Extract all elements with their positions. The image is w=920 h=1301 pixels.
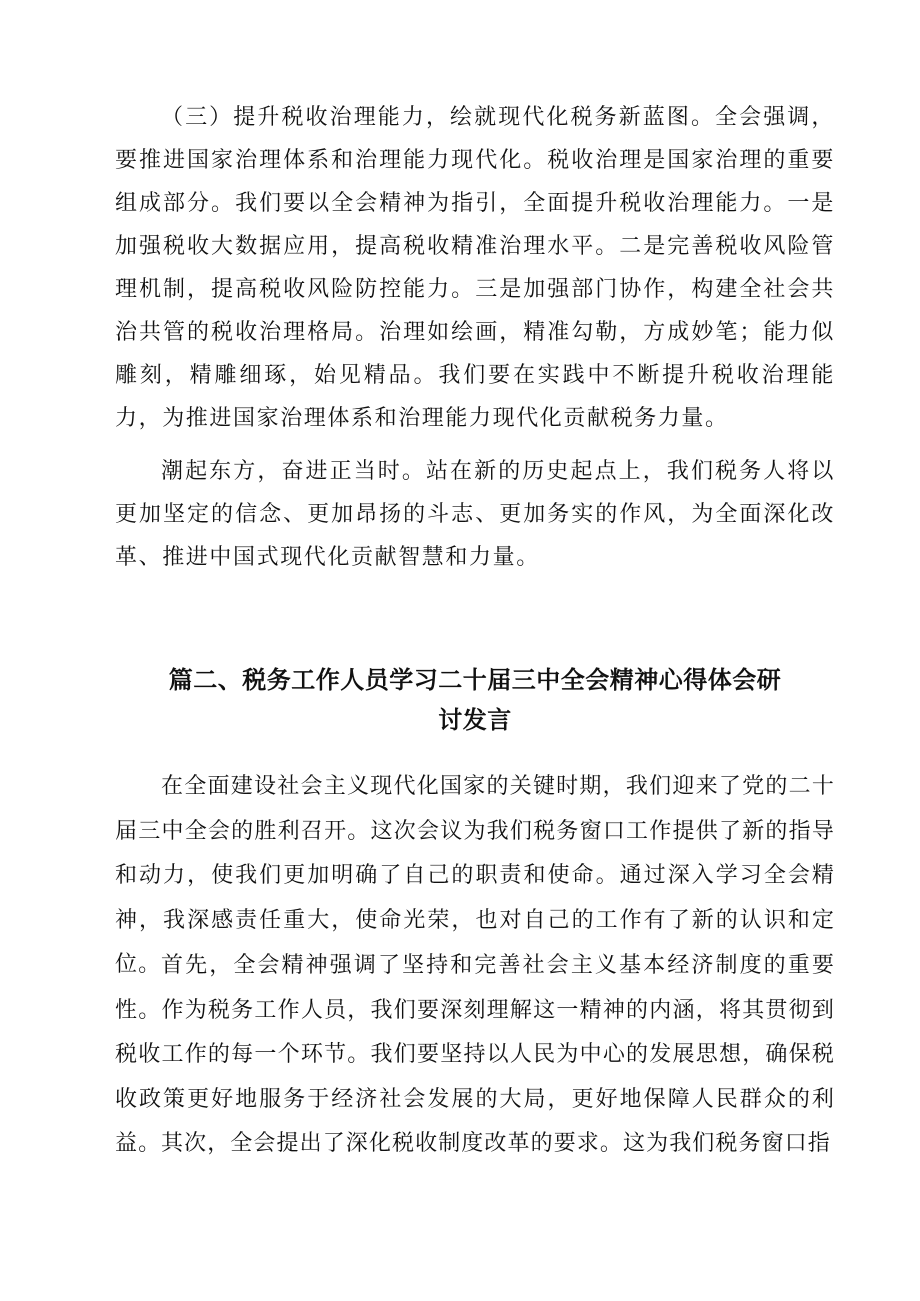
paragraph-conclusion: 潮起东方，奋进正当时。站在新的历史起点上，我们税务人将以更加坚定的信念、更加昂扬的斗志、更加务实的作风，为全面深化改革、推进中国式现代化贡献智慧和力量。 <box>115 459 835 570</box>
section-heading-line2: 讨发言 <box>438 706 512 734</box>
section-heading-line1: 篇二、税务工作人员学习二十届三中全会精神心得体会研 <box>168 666 782 694</box>
section-heading <box>115 660 835 740</box>
paragraph-tax-governance: （三）提升税收治理能力，绘就现代化税务新蓝图。全会强调，要推进国家治理体系和治理能力现代化。税收治理是国家治理的重要组成部分。我们要以全会精神为指引，全面提升税收治理能力。一是加强税收大数据应用，提高税收精准治理水平。二是完善税收风险管理机制，提高税收风险防控能力。三是加强部门协作，构建全社会共治共管的税收治理格局。治理如绘画，精准勾勒，方成妙笔；能力似雕刻，精雕细琢，始见精品。我们要在实践中不断提升税收治理能力，为推进国家治理体系和治理能力现代化贡献税务力量。 <box>115 105 835 431</box>
paragraph-second-point: 其次，全会提出了深化税收制度改革的要求。这为我们税务窗口指 <box>161 1131 831 1156</box>
paragraph-intro: 在全面建设社会主义现代化国家的关键时期，我们迎来了党的二十届三中全会的胜利召开。这次会议为我们税务窗口工作提供了新的指导和动力，使我们更加明确了自己的职责和使命。通过深入学习全会精神，我深感责任重大，使命光荣，也对自己的工作有了新的认识和定位。 <box>115 774 835 977</box>
paragraph-first-point: 首先，全会精神强调了坚持和完善社会主义基本经济制度的重要性。作为税务工作人员，我们要深刻理解这一精神的内涵，将其贯彻到税收工作的每一个环节。我们要坚持以人民为中心的发展思想，确保税收政策更好地服务于经济社会发展的大局，更好地保障人民群众的利益。 <box>115 953 835 1156</box>
